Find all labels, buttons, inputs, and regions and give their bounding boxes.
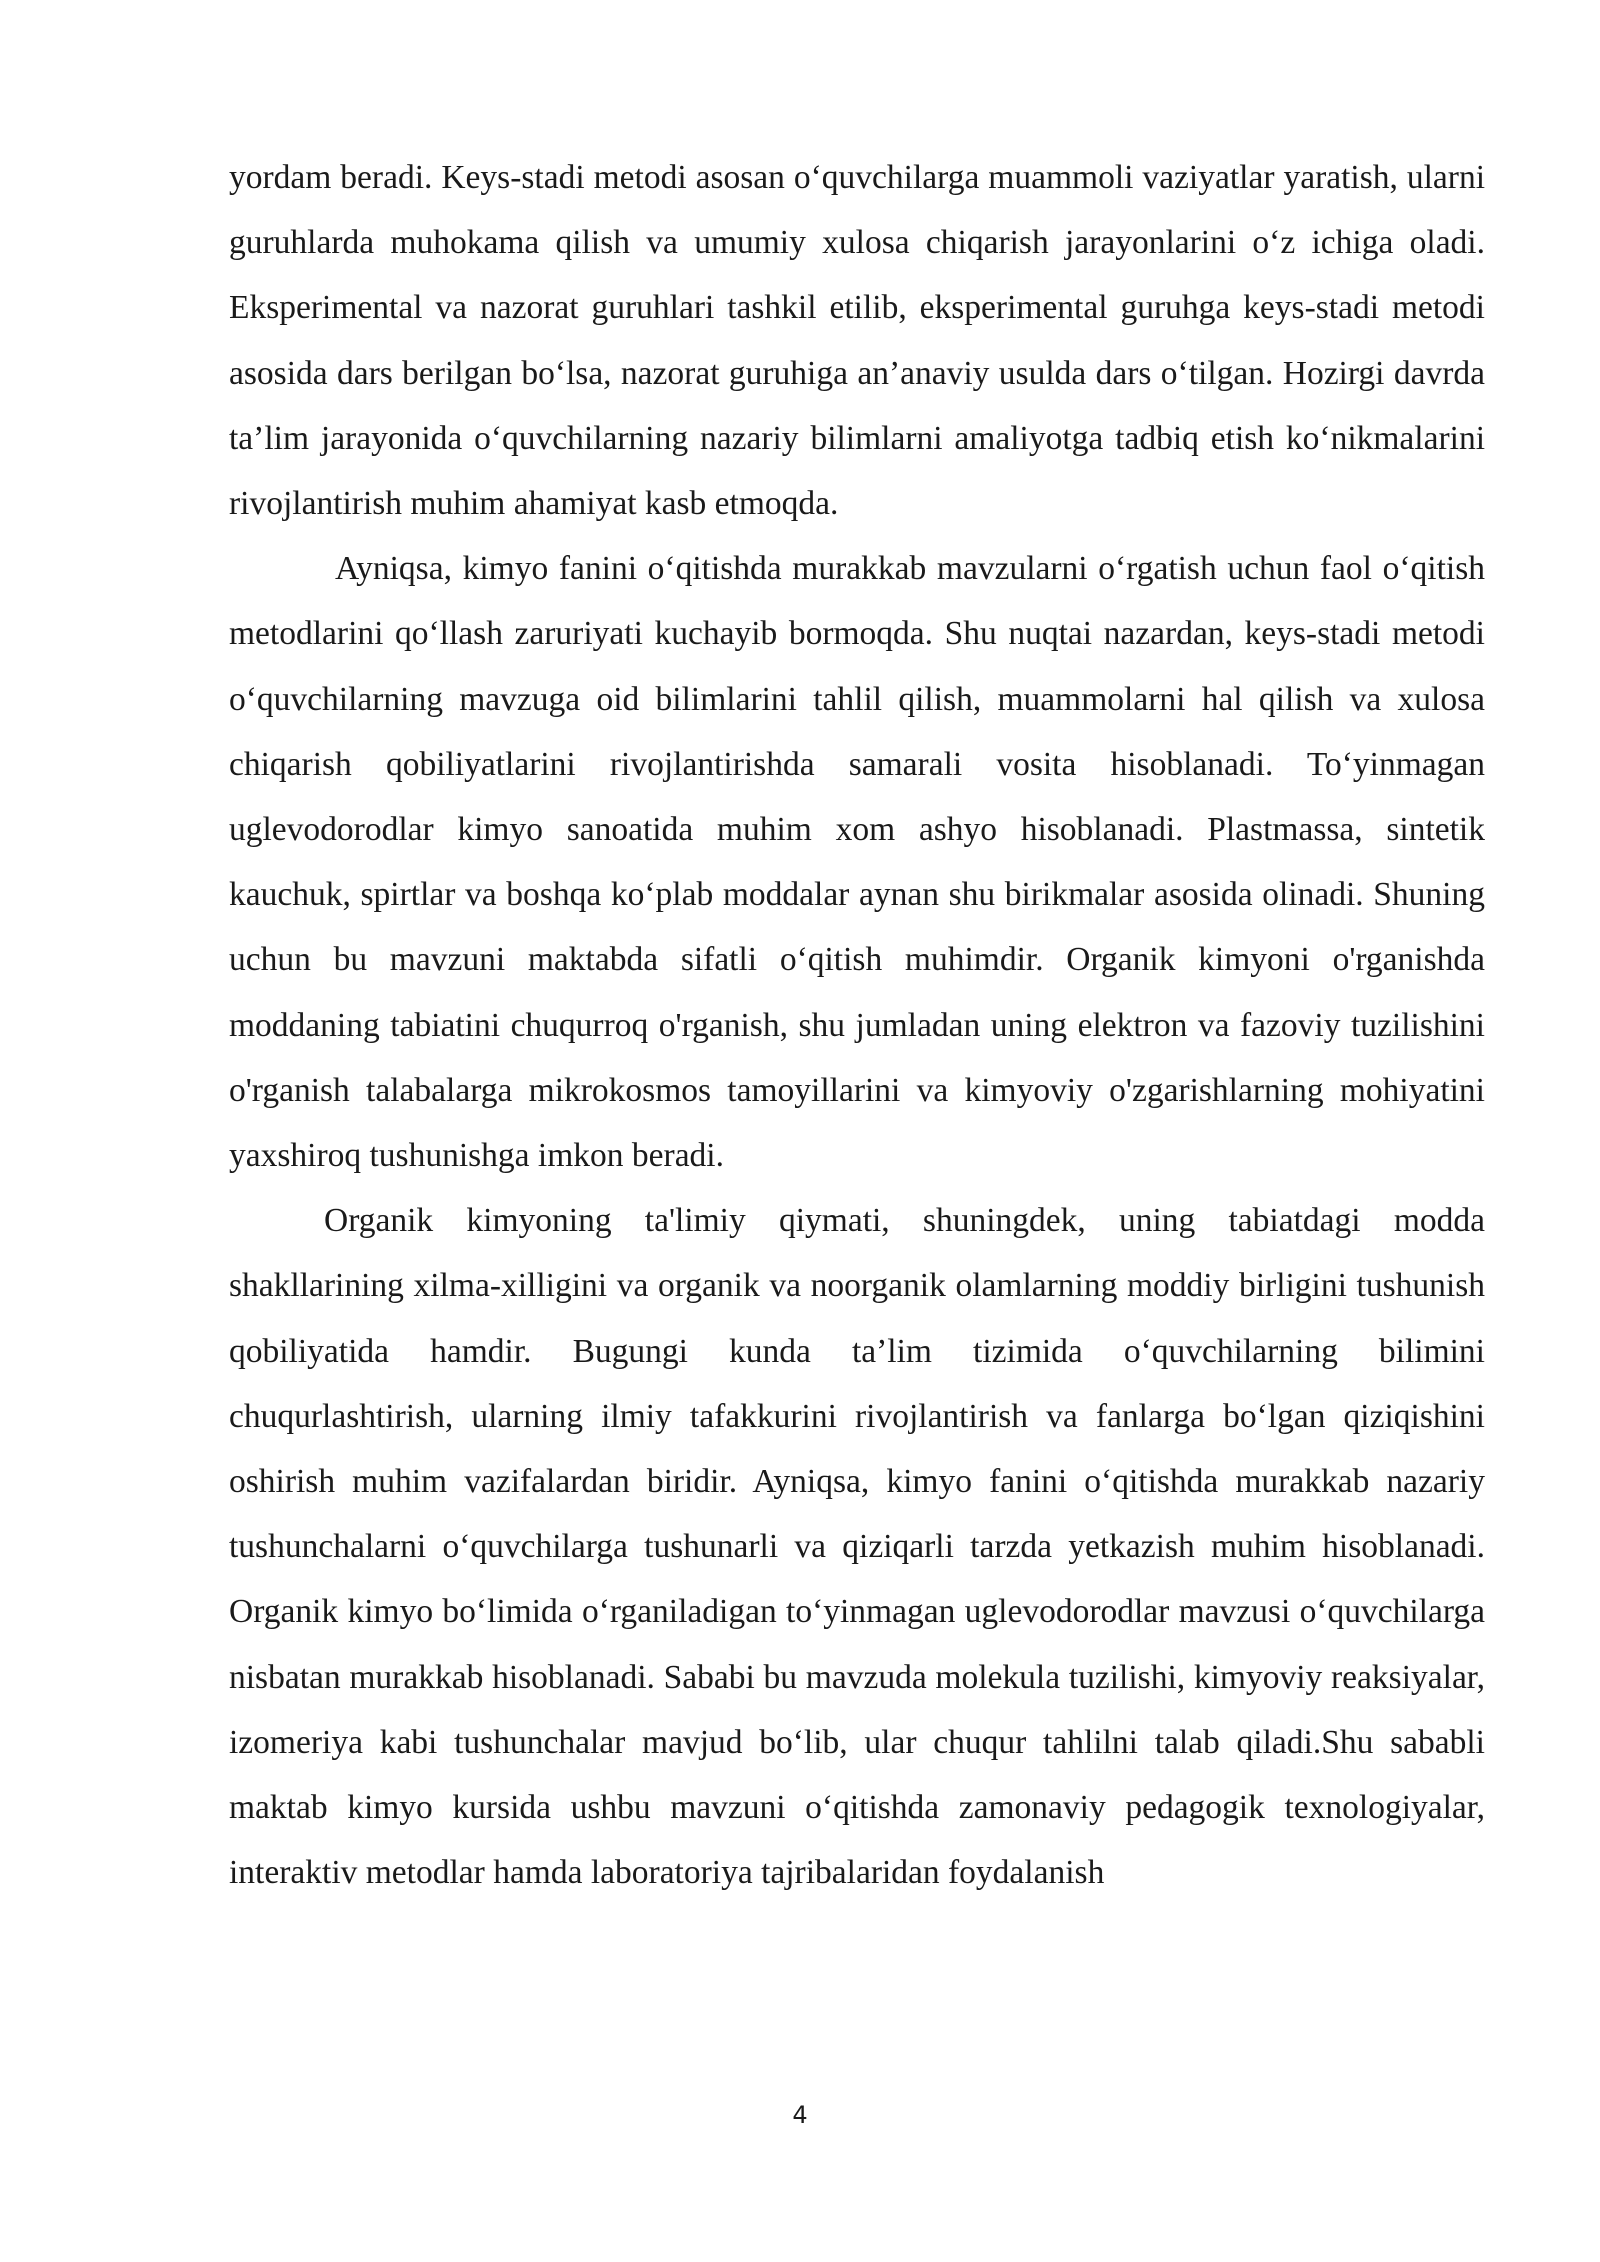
paragraph: Ayniqsa, kimyo fanini o‘qitishda murakkab mavzularni o‘rgatish uchun faol o‘qitish metodlarini qo‘llash zaruriyati kuchayib bormoqda. Shu nuqtai nazardan, keys-stadi metodi o‘quvchilarning mavzuga oid bilimlarini tahlil qilish, muammolarni hal qilish va xulosa chiqarish qobiliyatlarini rivojlantirishda samarali vosita hisoblanadi. To‘yinmagan uglevodorodlar kimyo sanoatida muhim xom ashyo hisoblanadi. Plastmassa, sintetik kauchuk, spirtlar va boshqa ko‘plab moddalar aynan shu birikmalar asosida olinadi. Shuning uchun bu mavzuni maktabda sifatli o‘qitish muhimdir. Organik kimyoni o'rganishda moddaning tabiatini chuqurroq o'rganish, shu jumladan uning elektron va fazoviy tuzilishini o'rganish talabalarga mikrokosmos tamoyillarini va kimyoviy o'zgarishlarning mohiyatini yaxshiroq tushunishga imkon beradi. bbox=[229, 550, 1485, 1175]
paragraph-continued: yordam beradi. Keys-stadi metodi asosan o‘quvchilarga muammoli vaziyatlar yaratish, ularni guruhlarda muhokama qilish va umumiy xulosa chiqarish jarayonlarini o‘z ichiga oladi. Eksperimental va nazorat guruhlari tashkil etilib, eksperimental guruhga keys-stadi metodi asosida dars berilgan bo‘lsa, nazorat guruhiga an’anaviy usulda dars o‘tilgan. Hozirgi davrda ta’lim jarayonida o‘quvchilarning nazariy bilimlarni amaliyotga tadbiq etish ko‘nikmalarini rivojlantirish muhim ahamiyat kasb etmoqda. bbox=[229, 159, 1485, 523]
page-number: 4 bbox=[792, 2101, 808, 2129]
document-body bbox=[229, 145, 1485, 1905]
paragraph: Organik kimyoning ta'limiy qiymati, shuningdek, uning tabiatdagi modda shakllarining xilma-xilligini va organik va noorganik olamlarning moddiy birligini tushunish qobiliyatida hamdir. Bugungi kunda ta’lim tizimida o‘quvchilarning bilimini chuqurlashtirish, ularning ilmiy tafakkurini rivojlantirish va fanlarga bo‘lgan qiziqishini oshirish muhim vazifalardan biridir. Ayniqsa, kimyo fanini o‘qitishda murakkab nazariy tushunchalarni o‘quvchilarga tushunarli va qiziqarli tarzda yetkazish muhim hisoblanadi. Organik kimyo bo‘limida o‘rganiladigan to‘yinmagan uglevodorodlar mavzusi o‘quvchilarga nisbatan murakkab hisoblanadi. Sababi bu mavzuda molekula tuzilishi, kimyoviy reaksiyalar, izomeriya kabi tushunchalar mavjud bo‘lib, ular chuqur tahlilni talab qiladi.Shu sababli maktab kimyo kursida ushbu mavzuni o‘qitishda zamonaviy pedagogik texnologiyalar, interaktiv metodlar hamda laboratoriya tajribalaridan foydalanish bbox=[229, 1202, 1485, 1892]
